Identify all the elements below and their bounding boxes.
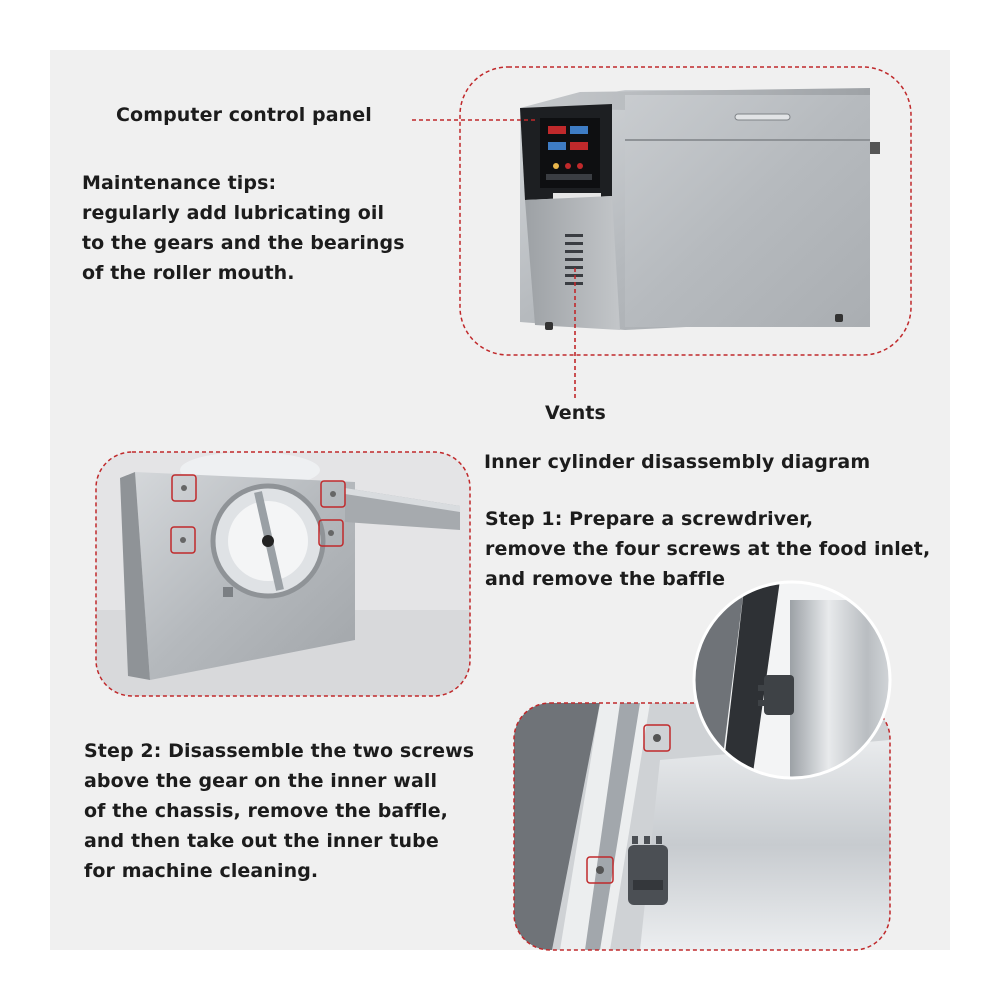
food-inlet-photo <box>96 452 470 700</box>
control-panel-label: Computer control panel <box>116 104 372 126</box>
inner-cylinder-title: Inner cylinder disassembly diagram <box>484 451 871 473</box>
roaster-machine-photo <box>520 88 880 330</box>
step1-text: Step 1: Prepare a screwdriver, remove the four screws at the food inlet, and remove the baffle <box>485 508 931 590</box>
maintenance-tips-text: Maintenance tips: regularly add lubricating oil to the gears and the bearings of the roller mouth. <box>82 172 405 284</box>
vents-label: Vents <box>545 402 606 424</box>
step2-text: Step 2: Disassemble the two screws above the gear on the inner wall of the chassis, remove the baffle, and then take out the inner tube for machine cleaning. <box>84 740 475 882</box>
